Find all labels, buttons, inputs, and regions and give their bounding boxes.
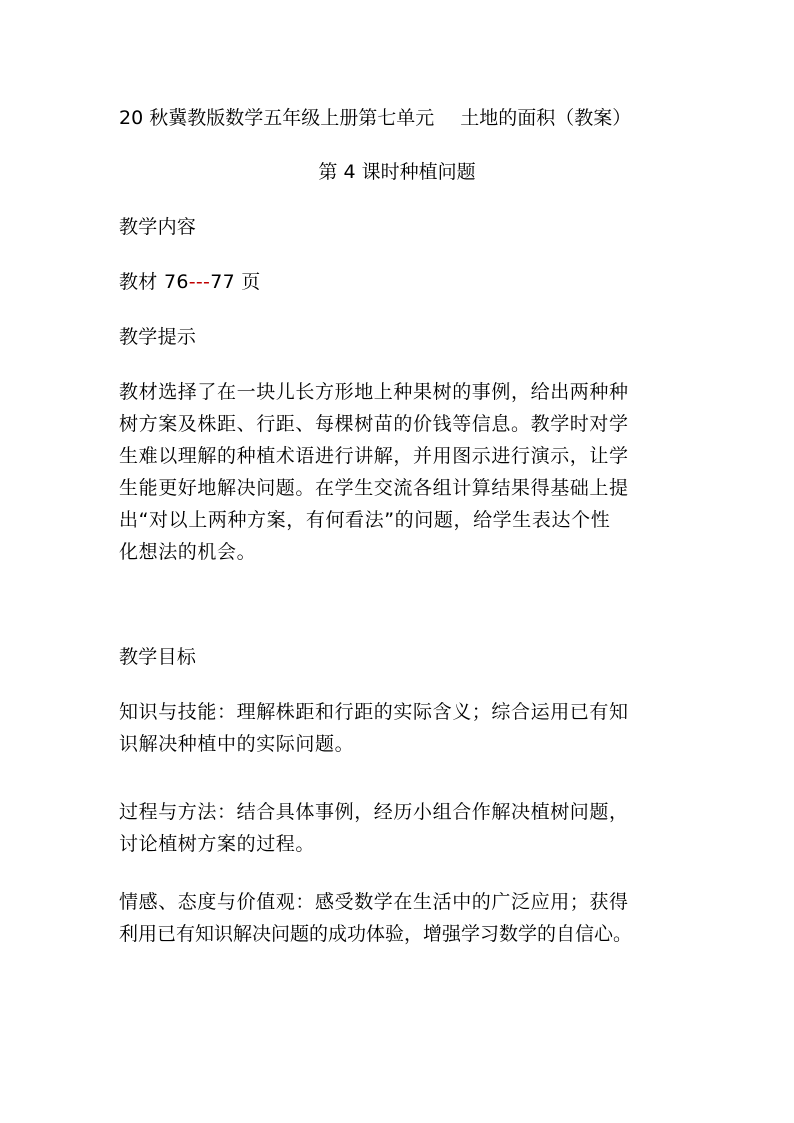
goal-process-line: 过程与方法：结合具体事例，经历小组合作解决植树问题，: [119, 801, 629, 823]
hint-line: 生能更好地解决问题。在学生交流各组计算结果得基础上提: [119, 477, 629, 499]
hint-line: 化想法的机会。: [119, 541, 257, 563]
goal-knowledge: [119, 700, 679, 764]
hint-line: 出“对以上两种方案，有何看法”的问题，给学生表达个性: [119, 509, 611, 531]
title-unit: 20 秋冀教版数学五年级上册第七单元: [119, 107, 435, 129]
goal-emotion-line: 利用已有知识解决问题的成功体验，增强学习数学的自信心。: [119, 923, 633, 945]
document-title: [119, 106, 675, 130]
goal-knowledge-line: 知识与技能：理解株距和行距的实际含义；综合运用已有知: [119, 701, 629, 723]
content-text-pre: 教材 76: [119, 271, 189, 293]
goal-process-line: 讨论植树方案的过程。: [119, 833, 316, 855]
hint-heading: 教学提示: [119, 326, 197, 348]
hint-line: 教材选择了在一块儿长方形地上种果树的事例，给出两种种: [119, 381, 629, 403]
content-text-dash: ---: [188, 271, 211, 293]
lesson-subtitle: 第 4 课时种植问题: [318, 161, 476, 183]
title-topic: 土地的面积（教案）: [460, 107, 632, 129]
goal-knowledge-line: 识解决种植中的实际问题。: [119, 733, 355, 755]
goal-emotion: [119, 890, 679, 954]
content-text-post: 77 页: [210, 271, 261, 293]
content-text: [119, 270, 261, 294]
goal-heading: 教学目标: [119, 646, 197, 668]
goal-emotion-line: 情感、态度与价值观：感受数学在生活中的广泛应用；获得: [119, 891, 629, 913]
hint-line: 生难以理解的种植术语进行讲解，并用图示进行演示，让学: [119, 445, 629, 467]
hint-paragraph: [119, 380, 679, 572]
goal-process: [119, 800, 679, 864]
hint-line: 树方案及株距、行距、每棵树苗的价钱等信息。教学时对学: [119, 413, 629, 435]
content-heading: 教学内容: [119, 216, 197, 238]
